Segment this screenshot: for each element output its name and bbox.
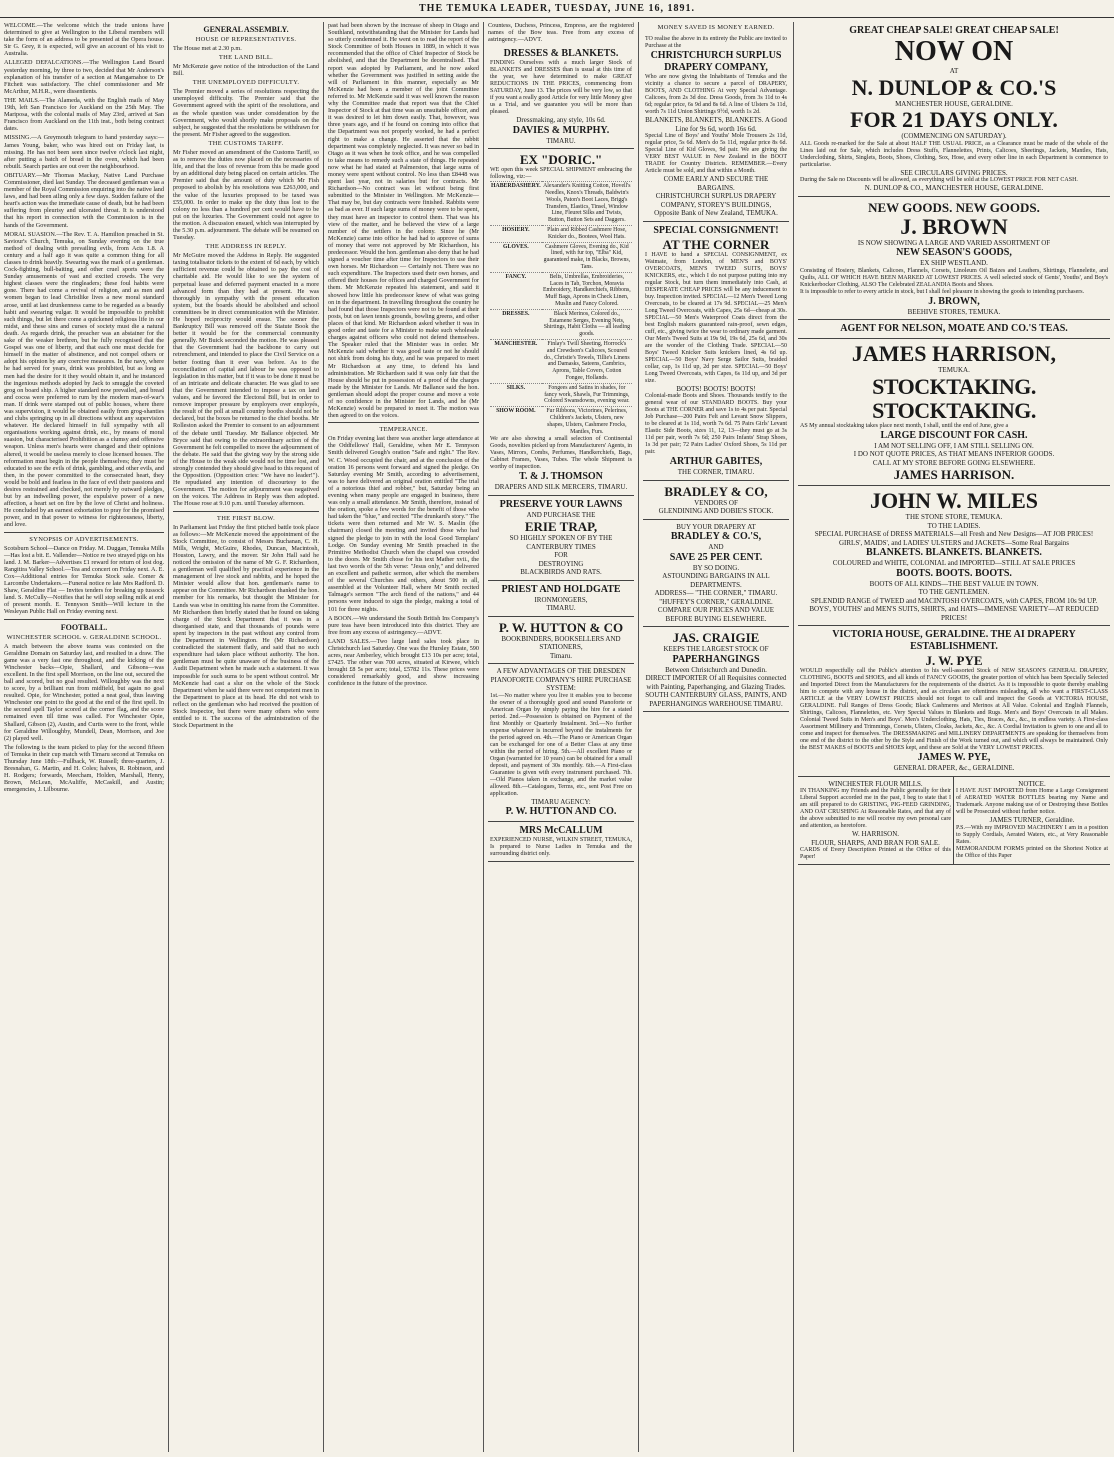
advert-dunlop <box>798 22 1110 197</box>
advert-harrison <box>798 339 1110 486</box>
advert-address: ADDRESS— "THE CORNER," TIMARU. "HUFFEY'S CORNER," GERALDINE. <box>654 589 778 606</box>
advert-firm-2: N. DUNLOP & CO., MANCHESTER HOUSE, GERALDINE. <box>864 184 1044 192</box>
advert-intro: TO realise the above in its entirety the Public are invited to Purchase at the <box>645 36 787 49</box>
advert-title: DRESSES & BLANKETS. <box>503 48 619 60</box>
boon-text: A BOON.—We understand the South British Ins Company's pure teas have been introduced into this district. They are free from any excess of astringency.—ADVT. <box>328 614 479 636</box>
advert-line: GREAT CHEAP SALE! GREAT CHEAP SALE! <box>849 25 1059 36</box>
advert-miles <box>798 486 1110 626</box>
advert-agency: TIMARU AGENCY: <box>531 797 591 806</box>
advert-come: COME EARLY AND SECURE THE BARGAINS. <box>663 175 769 192</box>
advert-line: BOOTS. BOOTS. BOOTS. <box>896 567 1012 579</box>
land-bill-subheading: THE LAND BILL. <box>218 54 274 62</box>
advert-line: TO THE GENTLEMEN. <box>918 588 990 596</box>
advert-memo: MEMORANDUM FORMS printed on the Shortest Notice at the Office of this Paper <box>956 845 1108 859</box>
advert-title: ERIE TRAP, <box>524 519 598 535</box>
advert-line: NEW SEASON'S GOODS, <box>896 247 1012 258</box>
advert-line: LARGE DISCOUNT FOR CASH. <box>880 429 1028 441</box>
column-6 <box>793 22 1114 1452</box>
synopsis-text: Scotsburn School—Dance on Friday. M. Duggan, Temuka Mills—Has lost a bit. E. Vallender—Notice re two strayed pigs on his land. J. M. Barker—Advertises £1 reward for return of lost dog. Rangitira Valley School.—Tea and concert on Friday next. A. E. Cox—Additional entries for Temuka Stock sale. Comer & Larcombe Undertakers.—Funeral notice re late Mrs Radford. D. Shaw, Geraldine Flat — Invites tenders for breaking up tussock land. S. McCully—Notifies that he will stop selling milk at end of present month. E. Tennyson Smith—Will lecture in the Wesleyan Public Hall on Friday evening next. <box>4 544 164 616</box>
advert-surplus-drapery <box>643 33 789 222</box>
advert-line: BOYS', YOUTHS' and MEN'S SUITS, SHIRTS, and HATS—IMMENSE VARIETY—AT REDUCED PRICES! <box>809 605 1099 622</box>
advert-title: NEW GOODS. NEW GOODS. <box>868 199 1040 215</box>
news-missing: MISSING.—A Greymouth telegram to hand yesterday says:—James Young, baker, who was hired out on Friday last, is missing. He has not been seen since twelve o'clock last night, after putting a batch of bread in the oven, which had been rebuilt. Search parties are out over the neighbourhood. <box>4 134 164 170</box>
advert-firm: J. BROWN <box>900 213 1008 239</box>
advert-firm: CHRISTCHURCH SURPLUS DRAPERY COMPANY, <box>650 50 782 73</box>
house-met: The House met at 2.30 p.m. <box>173 45 242 52</box>
advert-title: SPECIAL CONSIGNMENT! <box>653 224 779 236</box>
advert-line: ASTOUNDING BARGAINS IN ALL DEPARTMENTS. <box>662 572 770 589</box>
advert-line: BOOTS OF ALL KINDS—THE BEST VALUE IN TOWN. <box>869 579 1039 588</box>
news-obituary: OBITUARY.—Mr Thomas Mackay, Native Land Purchase Commissioner, died last Sunday. The deceased gentleman was a member of the Royal Commission enquiring into the native land laws, and had been ailing only a few days. Sudden failure of the heart's action was the immediate cause of death, but he had been suffering from pleurisy and ulcerated throat. It is understood that his report in connection with the Commission is in the hands of the Government. <box>4 171 164 229</box>
advert-hutton <box>488 617 634 665</box>
advert-line: AGENT FOR NELSON, MOATE AND CO.'S TEAS. <box>840 323 1068 334</box>
goods-items: Cashmere Gloves, Evening do., Kid lined, with fur top, "Elba" Kid, guaranteed make, in Blacks, Browns, Tans. <box>542 242 632 272</box>
divider <box>328 422 479 423</box>
goods-items: Finlay's Twill Sheeting, Horrock's and Crewdson's Calicoes, Scoured do., Christie's Towels, Tillie's Linens and Damasks, Sateens, Cambrics, Aprons, Table Covers, Cotton Fongee, Hollands. <box>542 340 632 384</box>
goods-row <box>490 182 632 226</box>
advert-line: I AM NOT SELLING OFF, I AM STILL SELLING ON. <box>874 441 1034 450</box>
advert-davies-murphy <box>488 45 634 149</box>
advert-line: BY SO DOING. <box>692 563 740 572</box>
advert-title: NOTICE. <box>1018 779 1046 788</box>
address-text: Mr McGuire moved the Address in Reply. He suggested taxing totalisator tickets to the extent of 6d each, by which sufficient revenue could be obtained to pay the cost of charitable aid. He would like to see the system of perpetual lease and deferred payment enacted in a more advanced form than they had at present. He was thoroughly in sympathy with the present education system, but the boards should be abolished and school committees be in direct communication with the Minister. He hoped reciprocity would ensue. The sooner the Bankruptcy Bill was removed off the Statute Book the better it would be for the commercial community generally. Mr Buick seconded the motion. He was pleased that the Government had the backbone to carry out retrenchment, and intended to place the Civil Service on a better footing than it ever was before. As to the reconciliation of capital and labour he was opposed to legislation in this matter, but if it was to be done it must be of an intricate and delicate character. He was glad to see that the Government intended to impose a tax on land values, and he favored the Electoral Bill, but in order to remove improper pressure by employers over employés, the result of the poll at small country booths should not be declared, but the boxes be returned to the chief booths. Mr Rolleston asked the Premier to consent to an adjournment of the debate until Tuesday. Mr Ballance objected. Mr Bryce said that owing to the extraordinary action of the Government he felt compelled to move the adjournment of the debate. He said that the giving way by the strong side of the House to the weak side would not be time lost, and strongly contended they should give head to this request of the Opposition. (Opposition cries: "We have no leader!"). He repudiated any intention of discourtesy to the Government. The motion for adjournment was negatived on the voices. The Address in Reply was then adopted. The House rose at 9.10 p.m. until Tuesday afternoon. <box>173 252 319 508</box>
goods-row <box>490 242 632 272</box>
advert-address: Opposite Bank of New Zealand, TEMUKA. <box>654 209 778 217</box>
advert-line: Between Christchurch and Dunedin. <box>665 665 767 674</box>
goods-items: Belts, Umbrellas, Embroideries, Laces in Tab, Torchon, Moravia Embroidery, Handkerchiefs, Ribbons, Muff Bags, Aprons in Check Linen, Muslin and Fancy Colored. <box>542 272 632 309</box>
advert-sub: IRONMONGERS, <box>534 595 588 604</box>
advert-firm-2: CHRISTCHURCH SURPLUS DRAPERY COMPANY, STOREY'S BUILDINGS, <box>655 192 777 209</box>
advert-note: It is impossible to refer to every article in stock, but I shall feel pleasure in showing the goods to intending purchasers. <box>800 288 1085 295</box>
advert-sub: BOOKBINDERS, BOOKSELLERS AND STATIONERS, <box>501 634 621 652</box>
advert-line: BLACKBIRDS AND RATS. <box>520 568 602 577</box>
goods-row <box>490 407 632 437</box>
goods-items: Plain and Ribbed Cashmere Hose, Knicker do., Bootees, Wool Hats. <box>542 226 632 243</box>
news-mails: THE MAILS.—The Alameda, with the English mails of May 19th, left San Francisco for Auckland on the 25th May. The Mariposa, with the colonial mails of May 23rd, arrived at San Francisco from Auckland on the 11th inst., both being contract dates. <box>4 96 164 133</box>
goods-items: Fongees and Satins in shades, for fancy work, Shawls, Fur Trimmings, Colored Swansdowns, evening wear. <box>542 383 632 406</box>
advert-firm: DAVIES & MURPHY. <box>512 124 610 136</box>
advert-body: AS My annual stocktaking takes place next month, I shall, until the end of June, give a <box>800 422 1009 429</box>
synopsis-heading: SYNOPSIS OF ADVERTISEMENTS. <box>29 535 139 543</box>
advert-turner <box>954 777 1110 866</box>
advert-list: 1st.—No matter where you live it enables you to become the owner of a thoroughly good and sound Pianoforte or American Organ by simply paying the hire for a stated period. 2nd.—Possession is obtained on Payment of the first Monthly or Quarterly Instalment. 3rd.—No further expense whatever is incurred beyond the instalments for the period agreed on. 4th.—The Piano or American Organ can be exchanged for one of a Better Class at any time within the period of hiring. 5th.—All excellent Piano or Organ (warranted for 10 years) can be obtained for a small deposit, and payment of 30s monthly. 6th.—A First-class Guarantee is given with every instrument purchased. 7th.—Old Pianos taken in exchange, and the market value allowed. 8th.—Catalogues, Terms, etc., sent Post Free on application. <box>490 692 632 797</box>
goods-category: HOSIERY. <box>490 226 542 243</box>
advert-body: EXPERIENCED NURSE, WILKIN STREET, TEMUKA, Is prepared to Nurse Ladies in Temuka and the surrounding district only. <box>490 837 632 858</box>
tariff-subheading: THE CUSTOMS TARIFF. <box>208 139 284 147</box>
advert-firm-2: JAMES HARRISON. <box>893 467 1015 482</box>
advert-line: I DO NOT QUOTE PRICES, AS THAT MEANS INFERIOR GOODS. <box>853 450 1055 458</box>
goods-items: Black Merinos, Colored do., Estamene Serges, Evening Nets, Shirtings, Habit Cloths — all leading goods. <box>542 309 632 339</box>
advert-line: MANCHESTER HOUSE, GERALDINE. <box>895 99 1013 108</box>
divider <box>4 532 164 533</box>
advert-ps: P.S.—With my IMPROVED MACHINERY I am in a position to Supply Cordials, Aerated Waters, etc., at Very Reasonable Rates. <box>956 824 1108 845</box>
football-team: The following is the team picked to play for the second fifteen of Temuka in their cup match with Timaru second at Temuka on Thursday June 18th:—Fullback, W. Russell; three-quarters, J. Bresnahan, G. Martin, and H. Coles; halves, R. Robinson, and H. Rodgers; forwards, Meecham, Holden, Marshall, Henry, Brown, McLean, McAuliffe, McCaskill, and Austin; emergencies, J. Lilbourne. <box>4 743 164 794</box>
news-welcome: WELCOME.—The welcome which the trade unions have determined to give at Wellington to the Liberal members will take the form of an address to be presented at the Opera house. Sir G. Grey, it is expected, will give an account of his visit to Australia. <box>4 22 164 58</box>
advert-line: (COMMENCING ON SATURDAY). <box>901 132 1007 140</box>
advert-priest-holdgate <box>488 581 634 617</box>
goods-row <box>490 383 632 406</box>
advert-line: GIRLS', MAIDS', and LADIES' ULSTERS and JACKETS—Some Real Bargains <box>839 538 1069 547</box>
divider <box>4 619 164 620</box>
divider <box>173 511 319 512</box>
advert-line: COLOURED and WHITE, COLONIAL and IMPORTED—STILL AT SALE PRICES <box>832 559 1076 567</box>
masthead: THE TEMUKA LEADER, TUESDAY, JUNE 16, 1891. <box>0 0 1114 18</box>
advert-note: During the Sale no Discounts will be allowed, as everything will be sold at the LOWEST PRICE FOR NET CASH. <box>800 177 1078 183</box>
advert-firm-2: JAMES W. PYE, <box>917 752 991 763</box>
advert-firm: BRADLEY & CO.'S, <box>670 531 762 542</box>
advert-firm: JAS. CRAIGIE <box>672 630 760 645</box>
goods-category: SHOW ROOM. <box>490 407 542 437</box>
goods-category: GLOVES. <box>490 242 542 272</box>
goods-category: MANCHESTER. <box>490 340 542 384</box>
address-subheading: THE ADDRESS IN REPLY. <box>205 243 287 251</box>
assembly-heading: GENERAL ASSEMBLY. <box>203 25 289 34</box>
advert-firm-2: J. BROWN, <box>928 295 980 307</box>
advert-gabites <box>643 222 789 481</box>
land-bill-text: Mr McKenzie gave notice of the introduction of the Land Bill. <box>173 63 319 78</box>
advert-address: THE CORNER, TIMARU. <box>677 468 755 476</box>
advert-line: SEE CIRCULARS GIVING PRICES. <box>900 168 1008 177</box>
first-blow-continued: past had been shown by the increase of sheep in Otago and Southland, notwithstanding that the Minister for Lands had so utterly condemned it. He went on to read the report of the Stock Committee of both Houses in 1889, in which it was recommended that the office of Chief Inspector of Stock be abolished, and that the Department be decentralised. That report was adopted by Parliament, and he now asked whether the Government was justified in setting aside the will of Parliament in this manner, especially as Mr McKenzie had been a member of the joint Committee referred to. Mr McKenzie said it was well known the reason why the Committee made that report was that the Chief Inspector of Stock at that time was an unsuitable officer, and it was desired to let him down easily. That, however, was three years ago, and if he found on coming into office that the Department was not properly worked, he had a perfect right to make a change. He asserted that the rabbit department was completely neglected. It was never so bad in Otago as it was when he took office, and he was compelled to take means to remedy such a state of things. He repeated now what he had stated at Palmerston, that large sums of money were spent without control. No less than £8448 was spent last year, not in salaries but for contracts. Mr Richardson—No contract was let without being first submitted to the Minister in Wellington. Mr McKenzie—That may be, but day contracts were finished. Rabbits were as bad as ever. If such large sums of money were to be spent, they must have an inspector to control them. That was his view of the matter, and he believed the view of a large number of the settlers in the colony. Since he (Mr McKenzie) came into office he had had to approve of sums of money that were not approved by Mr Richardson, his predecessor. Would the hon. gentleman also deny that he had signed a voucher time after time for Inspectors to use their own horses. Mr Richardson — Certainly not. There was no such expenditure. The Inspectors used their own horses, and offered their houses for offices and charged Government for them. Mr McKenzie repeated his statement, and said it showed how little his predecessor knew of what was going on in the department. In travelling throughout the country he had found that those Inspectors were not to be found at their posts, but on lawn tennis grounds, bowling greens, and other places of that kind. Mr Richardson asked whether it was in good order and taste for a Minister to make such wholesale charges against officers who could not defend themselves. The Speaker ruled that the Minister was in order. Mr McKenzie said whether it was good taste or not he should not shirk from doing his duty, and he was prepared to meet Mr Richardson at any time, to defend his land administration. Mr Richardson said it was only fair that the House should be put in possession of a proof of the charges made by the Minister for Lands. Mr Ballance said the hon. gentleman should adopt the proper course and move a vote of no confidence in the Minister for Lands, and he (Mr McKenzie) would be prepared to meet it. The motion was then agreed to on the voices. <box>328 22 479 420</box>
advert-boots: BOOTS! BOOTS! BOOTS! <box>676 384 756 393</box>
news-moral-suasion: MORAL SUASION.—The Rev. T. A. Hamilton preached in St. Saviour's Church, Temuka, on Sunday evening on the true method of dealing with prevailing evils, from Acts 1.8. A century and a half ago it was quite a common thing for all classes to drink heavily. Swearing was the mark of a gentleman. Cock-fighting, bull-baiting, and other cruel sports were the Sunday amusements of vast and excited crowds. The very highest classes were the ringleaders; these foul habits were gone. There had come a revival of religion, and as men and women began to lead Christlike lives a new moral standard arose, until at last drunkenness came to be regarded as a beastly habit and swearing vulgar. It would be impossible to prohibit such things, but let there come a quickened religious life in our midst, and these sins and curses of society must die a natural death. As regards drink, the preacher was an abstainer for the sake of the weaker brethren, but he fully recognised that the Gospel was one of liberty, and that each one must decide for himself in the matter of abstinence, and not compel others or adopt his opinion by any coercive measures. In the navy, where he had served for years, drink was prohibited, but as long as men had the desire for it they would obtain it, and he instanced the ingenious methods adopted by Jack to smuggle the coveted grog on board ship. A higher standard now prevailed, and bread and cocoa were preferred to rum by the modern man-of-war's man. If drink were stamped out of public houses, where there was supervision, it would be obtained easily from grog-shanties and clubs springing up in all directions without any supervision whatever. He declared himself in full sympathy with all organisations working against drink, etc., by means of moral suasion, but characterised Prohibition as a clumsy and offensive weapon. Unless men's hearts were changed and their opinions altered, it would be useless merely to close licensed houses. The reformation must begin in the people themselves; they must be educated to see the evils of drink, gambling, and other evils, and then, in the power committed to the consecrated heart, they would be bold and fearless in the face of evil their passions and desires restrained and checked, not merely by outward pledges, but by an indwelling power, the expulsive power of a new affection, a heart set on fire by the love of Christ and holiness. He concluded by an earnest exhortation to pray for the promised power, and in that power to witness for righteousness, liberty, and love. <box>4 230 164 529</box>
advert-sub: BEEHIVE STORES, TEMUKA. <box>907 307 1001 316</box>
temperance-text: On Friday evening last there was another large attendance at the Oddfellows' Hall, Geraldine, when Mr E. Tennyson Smith delivered Gough's oration "Safe and right." The Rev. W. C. Wood occupied the chair, and at the conclusion of the oration 16 persons went forward and signed the pledge. On Saturday evening Mr Smith, according to advertisement, was to have delivered an original oration entitled "The trial of a notorious thief and robber," but, Saturday being an evening when many people are engaged in business, there was only a small attendance. Mr Smith, therefore, instead of the oration, spoke a few words for the benefit of those who had taken the "blue," and recited "The drunkard's story." The tickets were then returned and Mr W. S. Maslin (the chairman) closed the meeting and invited those who had signed the pledge to join in with the local Good Templars' Lodge. On Sunday evening Mr Smith preached in the Primitive Methodist Church when the chapel was crowded to the doors. Mr Smith chose for his text Mather xvii., the last two words of the 5th verse: "Jesus only," and delivered an excellent and pathetic sermon, after which the members of the several Churches and others, about 500 in all, assembled at the Volunteer Hall, where Mr Smith recited Talmage's sermon "The arch fiend of the nations," and 44 persons were induced to sign the pledge, making a total of 101 for three nights. <box>328 435 479 613</box>
advert-firm: JAMES HARRISON, <box>851 341 1057 366</box>
football-heading: FOOTBALL. <box>60 622 108 632</box>
advert-bradley-1 <box>643 481 789 520</box>
advert-firm: T. & J. THOMSON <box>519 471 603 483</box>
advert-firm: JAMES TURNER, Geraldine. <box>989 816 1075 824</box>
advert-title-2: AT THE CORNER <box>662 236 770 252</box>
goods-table <box>490 181 632 436</box>
advert-body: I HAVE JUST IMPORTED from Home a Large Consignment of AERATED WATER BOTTLES bearing my Name and Trademark. Anyone making use of or Destroying these Bottles will be Prosecuted without further notice. <box>956 788 1108 815</box>
advert-more: Special Line of Boys' and Youths' Mole Trousers 2s 11d, regular price, 5s 6d. Men's do 5s 11d, regular price 8s 6d. Special Line of Kid Gloves, 9d pair. We are giving the VERY BEST VALUE in New Zealand in the BOOT TRADE for Country Districts. REMEMBER.—Every Article must be sold, and that within a Month. <box>645 133 787 174</box>
advert-body: FINDING Ourselves with a much larger Stock of BLANKETS and DRESSES than is usual at this time of the year, we have determined to make GREAT REDUCTIONS IN THE PRICES, commencing from SATURDAY, June 13. The prices will be very low, so that if you want a really good Article for very little Money give us a Trial, and we guarantee you will be more than pleased. <box>490 60 632 116</box>
advert-line: COMPARE OUR PRICES AND VALUE BEFORE BUYING ELSEWHERE. <box>657 606 775 623</box>
advert-body: ALL Goods re-marked for the Sale at about HALF THE USUAL PRICE, as a Clearance must be made of the whole of the Lines laid out for Sale, which includes Dress Stuffs, Flannelettes, Prints, Calicoes, Sheetings, Jackets, Mantles, Hats, Underclothing, Shirts, Singlets, Boots, Shoes, Clothing, Sox, Hose, and every other line in each Department is commence to particularise. <box>800 140 1108 168</box>
news-defalcations: ALLEGED DEFALCATIONS.—The Wellington Land Board yesterday morning, by three to two, decided that Mr Anderson's explanation of his transfer of a section at Mangamahoe to Dr Fitchett was satisfactory. The chief commissioner and Mr McArthur, M.H.R., were dissentients. <box>4 59 164 95</box>
advert-line: KEEPS THE LARGEST STOCK OF <box>663 645 769 653</box>
advert-line: FLOUR, SHARPS, AND BRAN FOR SALE. <box>811 838 940 847</box>
goods-row <box>490 226 632 243</box>
unemployed-text: The Premier moved a series of resolutions respecting the unemployed difficulty. The Premier said that the Government agreed with the spirit of the resolutions, and as the whole question was under consideration by the Government, who would shortly make proposals on the subject, he suggested that the resolutions be withdrawn for the present. Mr Fisher agreed to the suggestion. <box>173 88 319 138</box>
advert-title: VICTORIA HOUSE, GERALDINE. THE AI DRAPERY ESTABLISHMENT. <box>832 629 1076 652</box>
advert-line: SAVE 25 PER CENT. <box>669 551 763 563</box>
goods-row <box>490 340 632 384</box>
advert-line: SO HIGHLY SPOKEN OF BY THE <box>509 534 613 543</box>
advert-firm: PRIEST AND HOLDGATE <box>501 583 621 595</box>
goods-row <box>490 272 632 309</box>
advert-pye <box>798 626 1110 777</box>
temperance-heading: TEMPERANCE. <box>379 426 428 434</box>
advert-title: EX "DORIC." <box>519 152 603 168</box>
goods-category: HABERDASHERY. <box>490 182 542 226</box>
advert-line: BUY YOUR DRAPERY AT <box>676 522 756 531</box>
advert-title: WINCHESTER FLOUR MILLS. <box>828 779 923 788</box>
advert-firm: ARTHUR GABITES, <box>669 456 763 467</box>
advert-line: TO THE LADIES. <box>927 521 981 530</box>
advert-line: AND PURCHASE THE <box>526 510 596 519</box>
advert-brown <box>798 197 1110 321</box>
first-blow-text: In Parliament last Friday the first pitched battle took place as follows:—Mr McKenzie moved the appointment of the Stock Committee, to consist of Messrs Buchanan, C. H. Mills, Wright, McGuire, Rhodes, Duncan, Macintosh, Houston, Lawry, and the mover. Sir John Hall said he noticed the omission of the name of Mr G. F. Richardson, a gentleman well qualified by practical experience in the management of live stock and rabbits, and he hoped the Minister would allow that hon. gentleman's name to appear on the Committee. Mr Richardson thanked the hon. member for his remarks, but thought the Minister for Lands was wise in omitting his name from the Committee. Mr Richardson then briefly stated that he found on taking charge of the Stock Department that it was in a disorganised state, and that thousands of pounds were spent by inspectors in the past without any control from the Department in Wellington. He (Mr Richardson) contradicted the statement flatly, and said that no such expenditure had taken place without authority. The hon. gentleman must be quite unaware of the business of the Audit Department when he made such a statement. It was impossible for such sums to be spent without control. Mr McKenzie had cast a slur on the whole of the Stock Department when he said there were not competent men in the Department to place at its head. He did not wish to reflect on the gentleman who had received the position of Stock Inspector, but there were many others who were entitled to it. The success of the administration of the Stock Department in the <box>173 523 319 730</box>
advert-firm: MRS McCALLUM <box>519 825 603 837</box>
goods-category: SILKS. <box>490 383 542 406</box>
advert-firm: W. HARRISON. <box>852 830 899 838</box>
advert-line: GLENDINING AND DOBIE'S STOCK. <box>658 507 774 515</box>
land-sales-text: LAND SALES.—Two large land sales took place in Christchurch last Saturday. One was the Hursley Estate, 590 acres, near Amberley, which brought £13 10s per acre; total, £7425. The other was 700 acres, situated at Kirwee, which brought £8 5s per acre; total, £5782 11s. These prices were considered remarkably good, and show increasing confidence in the future of the province. <box>328 637 479 688</box>
advert-line: SPECIAL PURCHASE of DRESS MATERIALS—all Fresh and New Designs—AT JOB PRICES! <box>814 530 1094 538</box>
advert-line: THE STONE STORE, TEMUKA. <box>905 513 1003 521</box>
advert-winchester-mills <box>798 777 954 866</box>
advert-firm: N. DUNLOP & CO.'S <box>851 74 1057 100</box>
advert-thomson <box>488 149 634 496</box>
advert-blankets: BLANKETS, BLANKETS, BLANKETS. A Good Line for 9s 6d, worth 16s 6d. <box>645 116 787 133</box>
advert-line: DESTROYING <box>538 559 584 568</box>
advert-sub: DRAPERS AND SILK MERCERS, TIMARU. <box>494 483 628 492</box>
advert-body: I HAVE to hand a SPECIAL CONSIGNMENT, ex Waimate, from London, of MEN'S and BOYS' OVERCOATS, MEN'S TWEED SUITS, BOYS' KNICKERS, etc., which I do not purpose putting into my regular Stock, but turn them immediately into Cash, at DESPERATE CHEAP PRICES will be any inducement to buy. Inspection invited. SPECIAL—12 Men's Tweed Long Overcoats, to be cleared at 17s 9d. SPECIAL—25 Men's Long Tweed Overcoats, with Capes, 25s 6d—cheap at 30s. SPECIAL—50 Men's Waterproof Coats direct from the best English makers guaranteed rain-proof, sewn edges, cuff, etc., giving twice the wear to ordinary made garment. Our Men's Tweed Suits at 19s 9d, 19s 6d, 25s 6d, and 30s are the wonder of the Clothing Trade. SPECIAL—50 Boys' Tweed Knicker Suits knickers lined, 4s 6d up. SPECIAL—50 Boys' Navy Serge Sailor Suits, braided collar, cap, 1s 11d up, 2d per size. SPECIAL—50 Boys' Long Tweed Overcoats, with Capes, 6s 11d up, and 3d per size. <box>645 251 787 384</box>
advert-dresden-piano <box>488 664 634 822</box>
advert-cards: CARDS of Every Description Printed at the Office of this Paper! <box>800 847 951 860</box>
advert-line: FOR 21 DAYS ONLY. <box>850 107 1058 132</box>
advert-nelson-moate <box>798 320 1110 339</box>
advert-line: DIRECT IMPORTER Of all Requisites connected with Painting, Paperhanging, and Glazing Trades. <box>645 674 787 691</box>
column-4 <box>483 22 638 1452</box>
column-3 <box>323 22 483 1452</box>
goods-items: Fur Ribbons, Victorines, Pelerines, Children's Jackets, Ulsters, new shapes, Ulsters, Cashmere Frocks, Mantles, Furs. <box>542 407 632 437</box>
advert-line: SOUTH CANTERBURY GLASS, PAINTS, AND PAPERHANGINGS WAREHOUSE TIMARU. <box>645 691 787 708</box>
advert-body: Consisting of Hosiery, Blankets, Calicoes, Flannels, Corsets, Linoleum Oil Baizes and Leathers, Shirtings, Flannelette, and Quilts, ALL OF WHICH HAVE BEEN MARKED AT LOWEST PRICES. A well selected stock of Gents', Youths', and Boy's Knickerbocker Clothing, ALSO The Celebrated ZEALANDIA Boots and Shoes. <box>800 267 1108 288</box>
advert-line: TEMUKA. <box>938 366 970 374</box>
advert-line: SPLENDID RANGE of TWEED and MACINTOSH OVERCOATS, with CAPES, FROM 10s 9d UP. <box>810 596 1098 605</box>
advert-town: TIMARU. <box>546 604 576 613</box>
column-2 <box>168 22 323 1452</box>
goods-row <box>490 309 632 339</box>
advert-line: AT <box>949 67 959 75</box>
advert-line: CALL AT MY STORE BEFORE GOING ELSEWHERE. <box>872 458 1036 467</box>
advert-line: Dressmaking, any style, 10s 6d. <box>516 116 606 125</box>
advert-body: Who are now giving the Inhabitants of Temuka and the vicinity a chance to secure a parcel of DRAPERY, BOOTS, AND CLOTHING At very Special Advantage. Calicoes, from 2s 3d doz. Dress Goods, from 3s 11d to 4s 6d; regular price, 6s 9d and 8s 6d. A line of Ulsters 3s 11d, worth 7s 11d Union Shirtings 9½d, worth 1s 2d. <box>645 74 787 115</box>
tariff-text: Mr Fisher moved an amendment of the Customs Tariff, so as to remove the duties now placed on the necessaries of life, and that the loss of revenue from this be made good by an additional duty being placed on certain articles. The Premier said that the amount of duty which Mr Fish proposed to abolish by his resolutions was £263,000, and the value of the luxuries proposed to be taxed was £55,000. In order to make up the duty thus lost to the colony no less than a hundred per cent would have to be put on the luxuries. The Government could not agree to the motion. A discussion ensued, which was interrupted by the 5.30 p.m. adjournment. The debate will be resumed on Tuesday. <box>173 148 319 242</box>
advert-line: EX SHIP WESTLAND. <box>920 259 988 267</box>
advert-firm: J. W. PYE <box>925 653 983 668</box>
advert-firm: P. W. HUTTON & CO <box>498 619 624 635</box>
advert-line: VENDORS OF <box>694 498 738 507</box>
advert-erie-trap <box>488 496 634 581</box>
advert-boots-body: Colonial-made Boots and Shoes. Thousands testify to the general wear of our STANDARD BOOTS. Buy your Boots at THE CORNER and save 1s to 4s per pair. Special Job Purchase—200 Pairs Felt and Levant Snow Slippers, to be cleared at 1s 11d, worth 7s 6d. 75 Pairs Girls' Levant Elastic Side Boots, sizes 11, 12, 13—they must go at 3s 11d per pair, worth 7s 6d; 250 Pairs Infants' Strap Shoes, 1s 3d per pair; 72 Pairs Ladies' Oxford Shoes, 5s 11d per pair. <box>645 393 787 455</box>
tea-advert: Countess, Duchess, Princess, Empress, are the registered names of the Bow teas. Free from any excess of astringency.—ADVT. <box>488 22 634 44</box>
money-saved-heading: MONEY SAVED IS MONEY EARNED. <box>657 24 775 31</box>
column-5 <box>638 22 793 1452</box>
advert-title: STOCKTAKING. STOCKTAKING. <box>872 373 1036 423</box>
goods-category: FANCY. <box>490 272 542 309</box>
advert-line: FOR <box>554 551 568 560</box>
advert-line: IS NOW SHOWING A LARGE AND VARIED ASSORTMENT OF <box>857 238 1051 247</box>
advert-line: PRESERVE YOUR LAWNS <box>499 498 623 510</box>
house-subheading: HOUSE OF REPRESENTATIVES. <box>195 36 297 43</box>
advert-town: TIMARU. <box>546 136 576 145</box>
unemployed-subheading: THE UNEMPLOYED DIFFICULTY. <box>192 79 300 87</box>
advert-bradley-2 <box>643 520 789 628</box>
advert-body: IN THANKING my Friends and the Public generally for their Liberal Support accorded me in the past, I beg to state that I am still prepared to do GRISTING, PIG-FEED GRINDING, AND OAT CRUSHING At Reasonable Rates, and that any of the above submitted to me will receive my own personal care and attention, as heretofore. <box>800 788 951 829</box>
advert-line: AND <box>708 543 724 551</box>
advert-sub: GENERAL DRAPER, &c., GERALDINE. <box>893 764 1015 772</box>
advert-mccallum <box>488 822 634 862</box>
advert-line: CANTERBURY TIMES <box>526 542 596 551</box>
advert-line: BLANKETS. BLANKETS. BLANKETS. <box>866 547 1042 558</box>
advert-note: We are also showing a small selection of Continental Goods, novelties picked up from Manufacturers' Agents, in Vases, Mirrors, Combs, Perfumes, Handkerchiefs, Bags, Cabinet Frames, Vases, Tubes. The whole Shipment is worthy of inspection. <box>490 436 632 471</box>
advert-firm: P. W. HUTTON AND CO. <box>505 806 617 818</box>
advert-title: NOW ON <box>894 36 1014 67</box>
first-blow-heading: THE FIRST BLOW. <box>216 514 276 522</box>
goods-category: DRESSES. <box>490 309 542 339</box>
football-report: A match between the above teams was contested on the Geraldine Domain on Saturday last, and resulted in a draw. The game was a very fast one throughout, and the kicking of the Winchester backs—Opie, Shallard, and Gibsons—was excellent. In the first spell Morrison, on the line out, secured the ball and scored, but no goal resulted. Willoughby was the next to score, by a brilliant run from midfield, but again no goal resulted. Opie, for Winchester, potted a neat goal, thus leaving Winchester one point to the good at the end of the first spell. In the second spell Taylor scored at the corner flag, and the score remained even till time was called. For Winchester Opie, Shallard, Gibson (2), Austin, and Curtis were to the front, while for Geraldine Willoughby, Mundell, Dean, Morrison, and Joe (2) played well. <box>4 642 164 742</box>
advert-town: Timaru. <box>549 651 573 660</box>
goods-items: Alexander's Knitting Cotton, Hovell's Needles, Knox's Threads, Baldwin's Wools, Paton's Boot Laces, Brigg's Transfers, Elastics, Tinsel, Window Line, Fleuret Silks and Twists, Button, Button Sets and Daggers. <box>542 182 632 226</box>
advert-firm: BRADLEY & CO, <box>664 483 768 499</box>
advert-body: WOULD respectfully call the Public's attention to his well-assorted Stock of NEW SEASON'S GENERAL DRAPERY, CLOTHING, BOOTS and SHOES, and all kinds of FANCY GOODS, the greater portion of which has been Specially Selected and Imported Direct from the Manufacturers for the requirements of the district. As it is impossible to quote thereby enabling him to compete with any house in the district, and as circulars are oftentimes misleading, all who want a FIRST-CLASS ARTICLE at the VERY LOWEST PRICES should not forget to call and inspect the Goods at VICTORIA HOUSE, GERALDINE. Full Ranges of Dress Goods; Black Cashmeres and Merinos at All Value. Colonial and English Flannels, Shirtings, Calicoes, Flannelettes, etc. Very Special Values in Blankets and Rugs. Men's and Boys' Overcoats in all Makes. Colonial Tweed Suits in Men's and Boys'. Men's Underclothing, Hats, Ties, Braces, &c., &c., in endless variety. A First-class Assortment Millinery and Trimmings, Corsets, Ulsters, Cloaks, Jackets, &c., &c. A Cordial Invitation is given to one and all to come and inspect for themselves. The DRESSMAKING and MILLINERY DEPARTMENTS are speaking for themselves from one end of the district to the other by the Style and Finish of the Work turned out, and which will always be maintained. Only the BEST MAKES of BOOTS and SHOES kept, and these are Sold at the VERY LOWEST PRICES. <box>800 668 1108 751</box>
advert-craigie <box>643 627 789 712</box>
football-subheading: WINCHESTER SCHOOL v. GERALDINE SCHOOL. <box>6 633 162 641</box>
advert-intro: A FEW ADVANTAGES OF THE DRESDEN PIANOFORTE COMPANY'S HIRE PURCHASE SYSTEM: <box>490 667 632 693</box>
column-1 <box>0 22 168 1452</box>
advert-intro: WE open this week SPECIAL SHIPMENT embracing the following, viz:— <box>490 167 632 181</box>
bottom-notices <box>798 777 1110 866</box>
advert-firm: JOHN W. MILES <box>869 488 1039 513</box>
advert-line: PAPERHANGINGS <box>672 653 760 665</box>
